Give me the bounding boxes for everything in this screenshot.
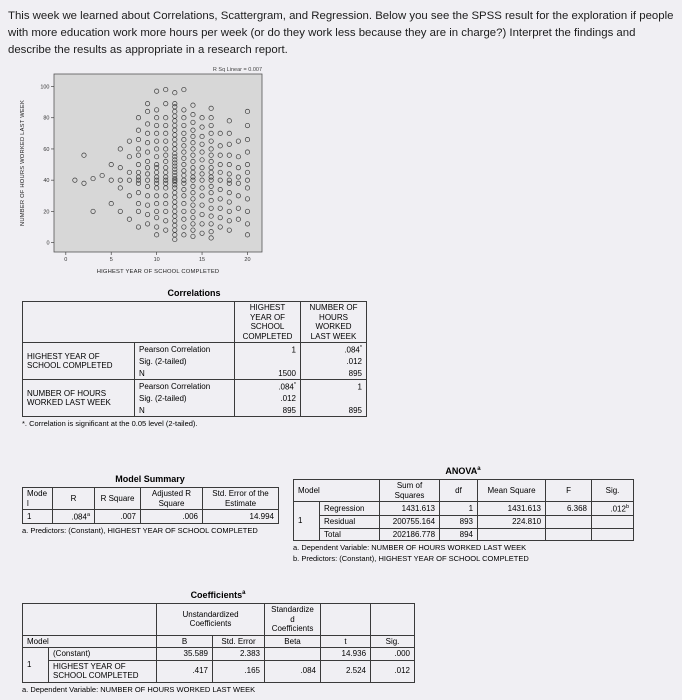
value-cell: .012$^b$ [592, 502, 634, 516]
value-cell: .000 [371, 648, 415, 661]
value-cell: 1 [301, 380, 367, 394]
value-cell: .012 [235, 393, 301, 405]
coefficients-section [22, 590, 414, 694]
stat-label-cell: Sig. (2-tailed) [135, 356, 235, 368]
coefficients-table [22, 603, 415, 683]
svg-text:80: 80 [43, 115, 50, 122]
value-cell: 6.368 [546, 502, 592, 516]
value-cell: 895 [235, 405, 301, 417]
value-cell: 895 [301, 405, 367, 417]
header-cell: t [321, 635, 371, 648]
header-cell: Standardized Coefficients [265, 604, 321, 636]
svg-text:20: 20 [244, 257, 251, 263]
stat-label-cell: Pearson Correlation [135, 343, 235, 357]
model-summary-section [22, 474, 278, 535]
value-cell: 35.589 [157, 648, 213, 661]
value-cell [478, 528, 546, 541]
header-cell: Sum of Squares [380, 480, 440, 502]
stat-label-cell: Total [320, 528, 380, 541]
row-label-cell: NUMBER OF HOURS WORKED LAST WEEK [23, 380, 135, 417]
value-cell: .012 [301, 356, 367, 368]
stat-label-cell: Sig. (2-tailed) [135, 393, 235, 405]
header-cell: Unstandardized Coefficients [157, 604, 265, 636]
correlations-section [22, 288, 366, 428]
header-cell: Std. Error of the Estimate [203, 488, 279, 510]
header-cell: R [53, 488, 95, 510]
value-cell: .006 [141, 510, 203, 524]
header-cell: Mean Square [478, 480, 546, 502]
blank-cell [23, 604, 157, 636]
value-cell: .084* [235, 380, 301, 394]
correlations-footnote: *. Correlation is significant at the 0.05 level (2-tailed). [22, 419, 198, 429]
header-cell: Std. Error [213, 635, 265, 648]
anova-title: ANOVA$^a$ [445, 466, 481, 476]
header-cell: Sig. [592, 480, 634, 502]
value-cell: .084$^a$ [53, 510, 95, 524]
value-cell: 893 [440, 516, 478, 529]
assignment-prompt: This week we learned about Correlations, Scattergram, and Regression. Below you see the SPSS result for the exploration if people with more education work more hours per week (or do they work less because they are in charge?) Interpret the findings and describe the results as appropriate in a research report. [8, 10, 674, 56]
stat-label-cell: Residual [320, 516, 380, 529]
model-cell: 1 [23, 510, 53, 524]
table-row [23, 660, 415, 682]
blank-cell [321, 604, 371, 636]
header-cell: NUMBER OF HOURS WORKED LAST WEEK [301, 302, 367, 343]
stat-label-cell: N [135, 368, 235, 380]
svg-text:20: 20 [43, 209, 50, 216]
table-row [23, 302, 367, 343]
value-cell: 14.994 [203, 510, 279, 524]
blank-cell [371, 604, 415, 636]
value-cell [235, 356, 301, 368]
value-cell: 1431.613 [478, 502, 546, 516]
model-summary-table [22, 487, 279, 524]
value-cell: .007 [95, 510, 141, 524]
table-row [23, 648, 415, 661]
table-row [23, 380, 367, 394]
x-axis-label: HIGHEST YEAR OF SCHOOL COMPLETED [96, 269, 220, 275]
header-cell: F [546, 480, 592, 502]
stat-label-cell: N [135, 405, 235, 417]
value-cell: 1 [440, 502, 478, 516]
value-cell: 894 [440, 528, 478, 541]
value-cell [265, 648, 321, 661]
value-cell [546, 528, 592, 541]
header-cell: Beta [265, 635, 321, 648]
anova-footnote-a: a. Dependent Variable: NUMBER OF HOURS WORKED LAST WEEK [293, 543, 527, 553]
value-cell: 200755.164 [380, 516, 440, 529]
svg-text:15: 15 [198, 257, 206, 263]
model-summary-title: Model Summary [115, 474, 185, 484]
header-cell: Sig. [371, 635, 415, 648]
scatterplot-figure [12, 64, 272, 284]
value-cell: 2.383 [213, 648, 265, 661]
value-cell [592, 528, 634, 541]
model-cell: 1 [23, 648, 49, 683]
header-cell: B [157, 635, 213, 648]
y-axis-label: NUMBER OF HOURS WORKED LAST WEEK [20, 99, 26, 227]
value-cell: 14.936 [321, 648, 371, 661]
scatterplot [12, 64, 272, 279]
anova-footnote-b: b. Predictors: (Constant), HIGHEST YEAR OF SCHOOL COMPLETED [293, 554, 529, 564]
table-row [294, 480, 634, 502]
table-row [23, 488, 279, 510]
table-row [23, 635, 415, 648]
value-cell [546, 516, 592, 529]
svg-text:5: 5 [109, 257, 113, 263]
stat-label-cell: (Constant) [49, 648, 157, 661]
value-cell: 1 [235, 343, 301, 357]
header-cell: df [440, 480, 478, 502]
model-summary-footnote: a. Predictors: (Constant), HIGHEST YEAR OF SCHOOL COMPLETED [22, 526, 258, 536]
svg-text:10: 10 [153, 257, 160, 263]
svg-text:100: 100 [40, 84, 50, 91]
header-cell: Adjusted R Square [141, 488, 203, 510]
stat-label-cell: HIGHEST YEAR OF SCHOOL COMPLETED [49, 660, 157, 682]
value-cell: .417 [157, 660, 213, 682]
svg-text:60: 60 [43, 146, 50, 153]
table-row [294, 502, 634, 516]
value-cell: 202186.778 [380, 528, 440, 541]
svg-text:40: 40 [43, 178, 50, 185]
table-row [294, 528, 634, 541]
correlations-table [22, 301, 367, 417]
coefficients-footnote: a. Dependent Variable: NUMBER OF HOURS WORKED LAST WEEK [22, 684, 256, 694]
value-cell: .165 [213, 660, 265, 682]
value-cell: .012 [371, 660, 415, 682]
stat-label-cell: Regression [320, 502, 380, 516]
anova-table [293, 479, 634, 541]
table-row [294, 516, 634, 529]
row-label-cell: HIGHEST YEAR OF SCHOOL COMPLETED [23, 343, 135, 380]
value-cell: 1431.613 [380, 502, 440, 516]
value-cell: 2.524 [321, 660, 371, 682]
value-cell: .084 [265, 660, 321, 682]
header-cell: HIGHEST YEAR OF SCHOOL COMPLETED [235, 302, 301, 343]
correlations-title: Correlations [167, 288, 221, 298]
stat-label-cell: Pearson Correlation [135, 380, 235, 394]
blank-cell [23, 302, 235, 343]
svg-text:0: 0 [46, 240, 50, 247]
table-row [23, 343, 367, 357]
table-row [23, 604, 415, 636]
value-cell: 1500 [235, 368, 301, 380]
header-cell: Model [23, 488, 53, 510]
value-cell: .084* [301, 343, 367, 357]
header-cell: Model [23, 635, 157, 648]
r-squared-annotation: R Sq Linear = 0.007 [212, 67, 262, 73]
value-cell: 224.810 [478, 516, 546, 529]
value-cell [592, 516, 634, 529]
value-cell [301, 393, 367, 405]
table-row [23, 510, 279, 524]
anova-section [293, 466, 633, 563]
svg-text:0: 0 [64, 257, 68, 263]
model-cell: 1 [294, 502, 320, 541]
header-cell: R Square [95, 488, 141, 510]
header-cell: Model [294, 480, 380, 502]
coefficients-title: Coefficients$^a$ [190, 590, 246, 600]
value-cell: 895 [301, 368, 367, 380]
